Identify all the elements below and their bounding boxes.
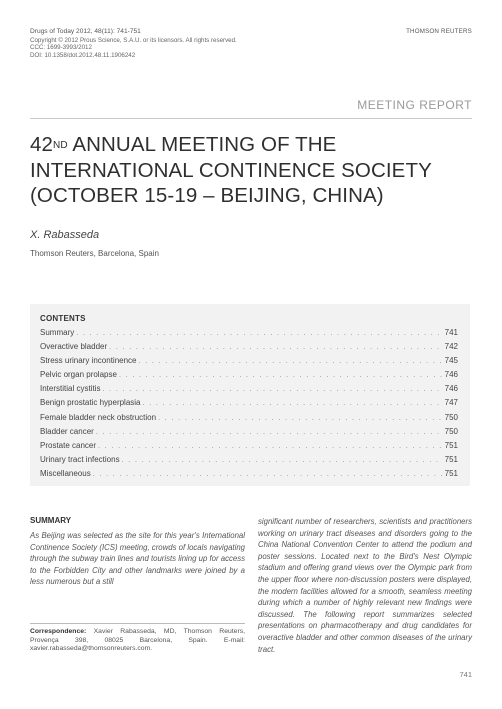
toc-item[interactable]	[40, 427, 458, 441]
toc-item-page: 747	[444, 398, 458, 408]
toc-leader-dots	[96, 429, 443, 436]
toc-leader-dots	[139, 358, 443, 365]
toc-leader-dots	[122, 457, 443, 464]
toc-item-page: 746	[444, 384, 458, 394]
toc-leader-dots	[93, 471, 443, 478]
toc-item-label: Prostate cancer	[40, 440, 97, 450]
section-label: MEETING REPORT	[357, 98, 472, 112]
correspondence-note	[30, 628, 245, 654]
author-affiliation: Thomson Reuters, Barcelona, Spain	[30, 249, 159, 258]
copyright-line: Copyright © 2012 Prous Science, S.A.U. or its licensors. All rights reserved.	[30, 36, 237, 44]
toc-item[interactable]	[40, 328, 458, 342]
toc-leader-dots	[102, 386, 442, 393]
toc-item[interactable]	[40, 398, 458, 412]
toc-item-label: Overactive bladder	[40, 342, 108, 352]
toc-item-page: 741	[444, 328, 458, 337]
toc-item-label: Benign prostatic hyperplasia	[40, 398, 141, 408]
contents-list	[40, 328, 458, 483]
title-ordinal: 42	[30, 133, 54, 156]
toc-leader-dots	[98, 443, 443, 450]
toc-item-page: 746	[444, 370, 458, 380]
toc-item-page: 751	[444, 440, 458, 450]
publisher-name: THOMSON REUTERS	[406, 28, 472, 35]
toc-item[interactable]	[40, 455, 458, 469]
toc-item[interactable]	[40, 356, 458, 370]
toc-item-label: Stress urinary incontinence	[40, 356, 137, 366]
toc-item-page: 750	[444, 426, 458, 436]
toc-item-page: 742	[444, 342, 458, 352]
summary-text-column-1: As Beijing was selected as the site for this year's International Continence Society (ICS) meeting, crowds of locals navigating through the subway train lines and tourists lining up for access to the Forbidden City and other landmarks were joined by a less numerous but a still	[30, 531, 245, 587]
footnote-divider	[30, 623, 245, 624]
toc-item-page: 745	[444, 356, 458, 366]
toc-item[interactable]	[40, 342, 458, 356]
author-name: X. Rabasseda	[30, 229, 100, 241]
toc-leader-dots	[109, 344, 442, 351]
toc-item-page: 751	[444, 468, 458, 478]
correspondence-text: Xavier Rabasseda, MD, Thomson Reuters, Provença 398, 08025 Barcelona, Spain. E-mail: xavier.rabasseda@thomsonreuters.com.	[30, 628, 245, 653]
toc-item-page: 751	[444, 454, 458, 464]
toc-leader-dots	[119, 372, 443, 379]
toc-item-label: Summary	[40, 328, 75, 337]
toc-item[interactable]	[40, 441, 458, 455]
header-divider	[30, 118, 472, 119]
contents-box	[30, 304, 470, 486]
journal-citation: Drugs of Today 2012, 48(11): 741-751	[30, 28, 141, 35]
summary-text-column-2: significant number of researchers, scientists and practitioners working on urinary tract diseases and disorders going to the China National Convention Center to attend the podium and poster sessions. Located next to the Bird's Nest Olympic stadium and offering grand views over the Olympic park from the upper floor where non-discussion posters were displayed, the modern facilities allowed for a smooth, seamless meeting during which a number of highly relevant new findings were discussed. The following report summarizes selected presentations on pharmacotherapy and drug candidates for overactive bladder and other common diseases of the urinary tract.	[258, 517, 472, 654]
toc-item-label: Urinary tract infections	[40, 454, 120, 464]
article-metadata	[30, 28, 237, 59]
article-title	[30, 132, 480, 209]
correspondence-label: Correspondence:	[30, 628, 87, 635]
toc-leader-dots	[76, 330, 442, 337]
summary-heading: SUMMARY	[30, 516, 72, 525]
toc-leader-dots	[143, 400, 443, 407]
contents-heading: CONTENTS	[40, 314, 86, 323]
toc-item-label: Miscellaneous	[40, 468, 91, 478]
toc-item-page: 750	[444, 412, 458, 422]
toc-leader-dots	[158, 415, 443, 422]
toc-item[interactable]	[40, 370, 458, 384]
toc-item-label: Female bladder neck obstruction	[40, 412, 157, 422]
toc-item[interactable]	[40, 384, 458, 398]
toc-item[interactable]	[40, 469, 458, 483]
toc-item-label: Interstitial cystitis	[40, 384, 101, 394]
doi-link[interactable]: DOI: 10.1358/dot.2012.48.11.1906242	[30, 51, 136, 59]
title-ordinal-suffix: ND	[53, 140, 68, 151]
ccc-line: CCC: 1699-3993/2012	[30, 44, 92, 52]
page-number: 741	[459, 670, 472, 679]
toc-item-label: Bladder cancer	[40, 426, 94, 436]
toc-item-label: Pelvic organ prolapse	[40, 370, 117, 380]
title-text: ANNUAL MEETING OF THE INTERNATIONAL CONTINENCE SOCIETY (OCTOBER 15-19 – BEIJING, CHINA)	[30, 133, 432, 207]
toc-item[interactable]	[40, 413, 458, 427]
